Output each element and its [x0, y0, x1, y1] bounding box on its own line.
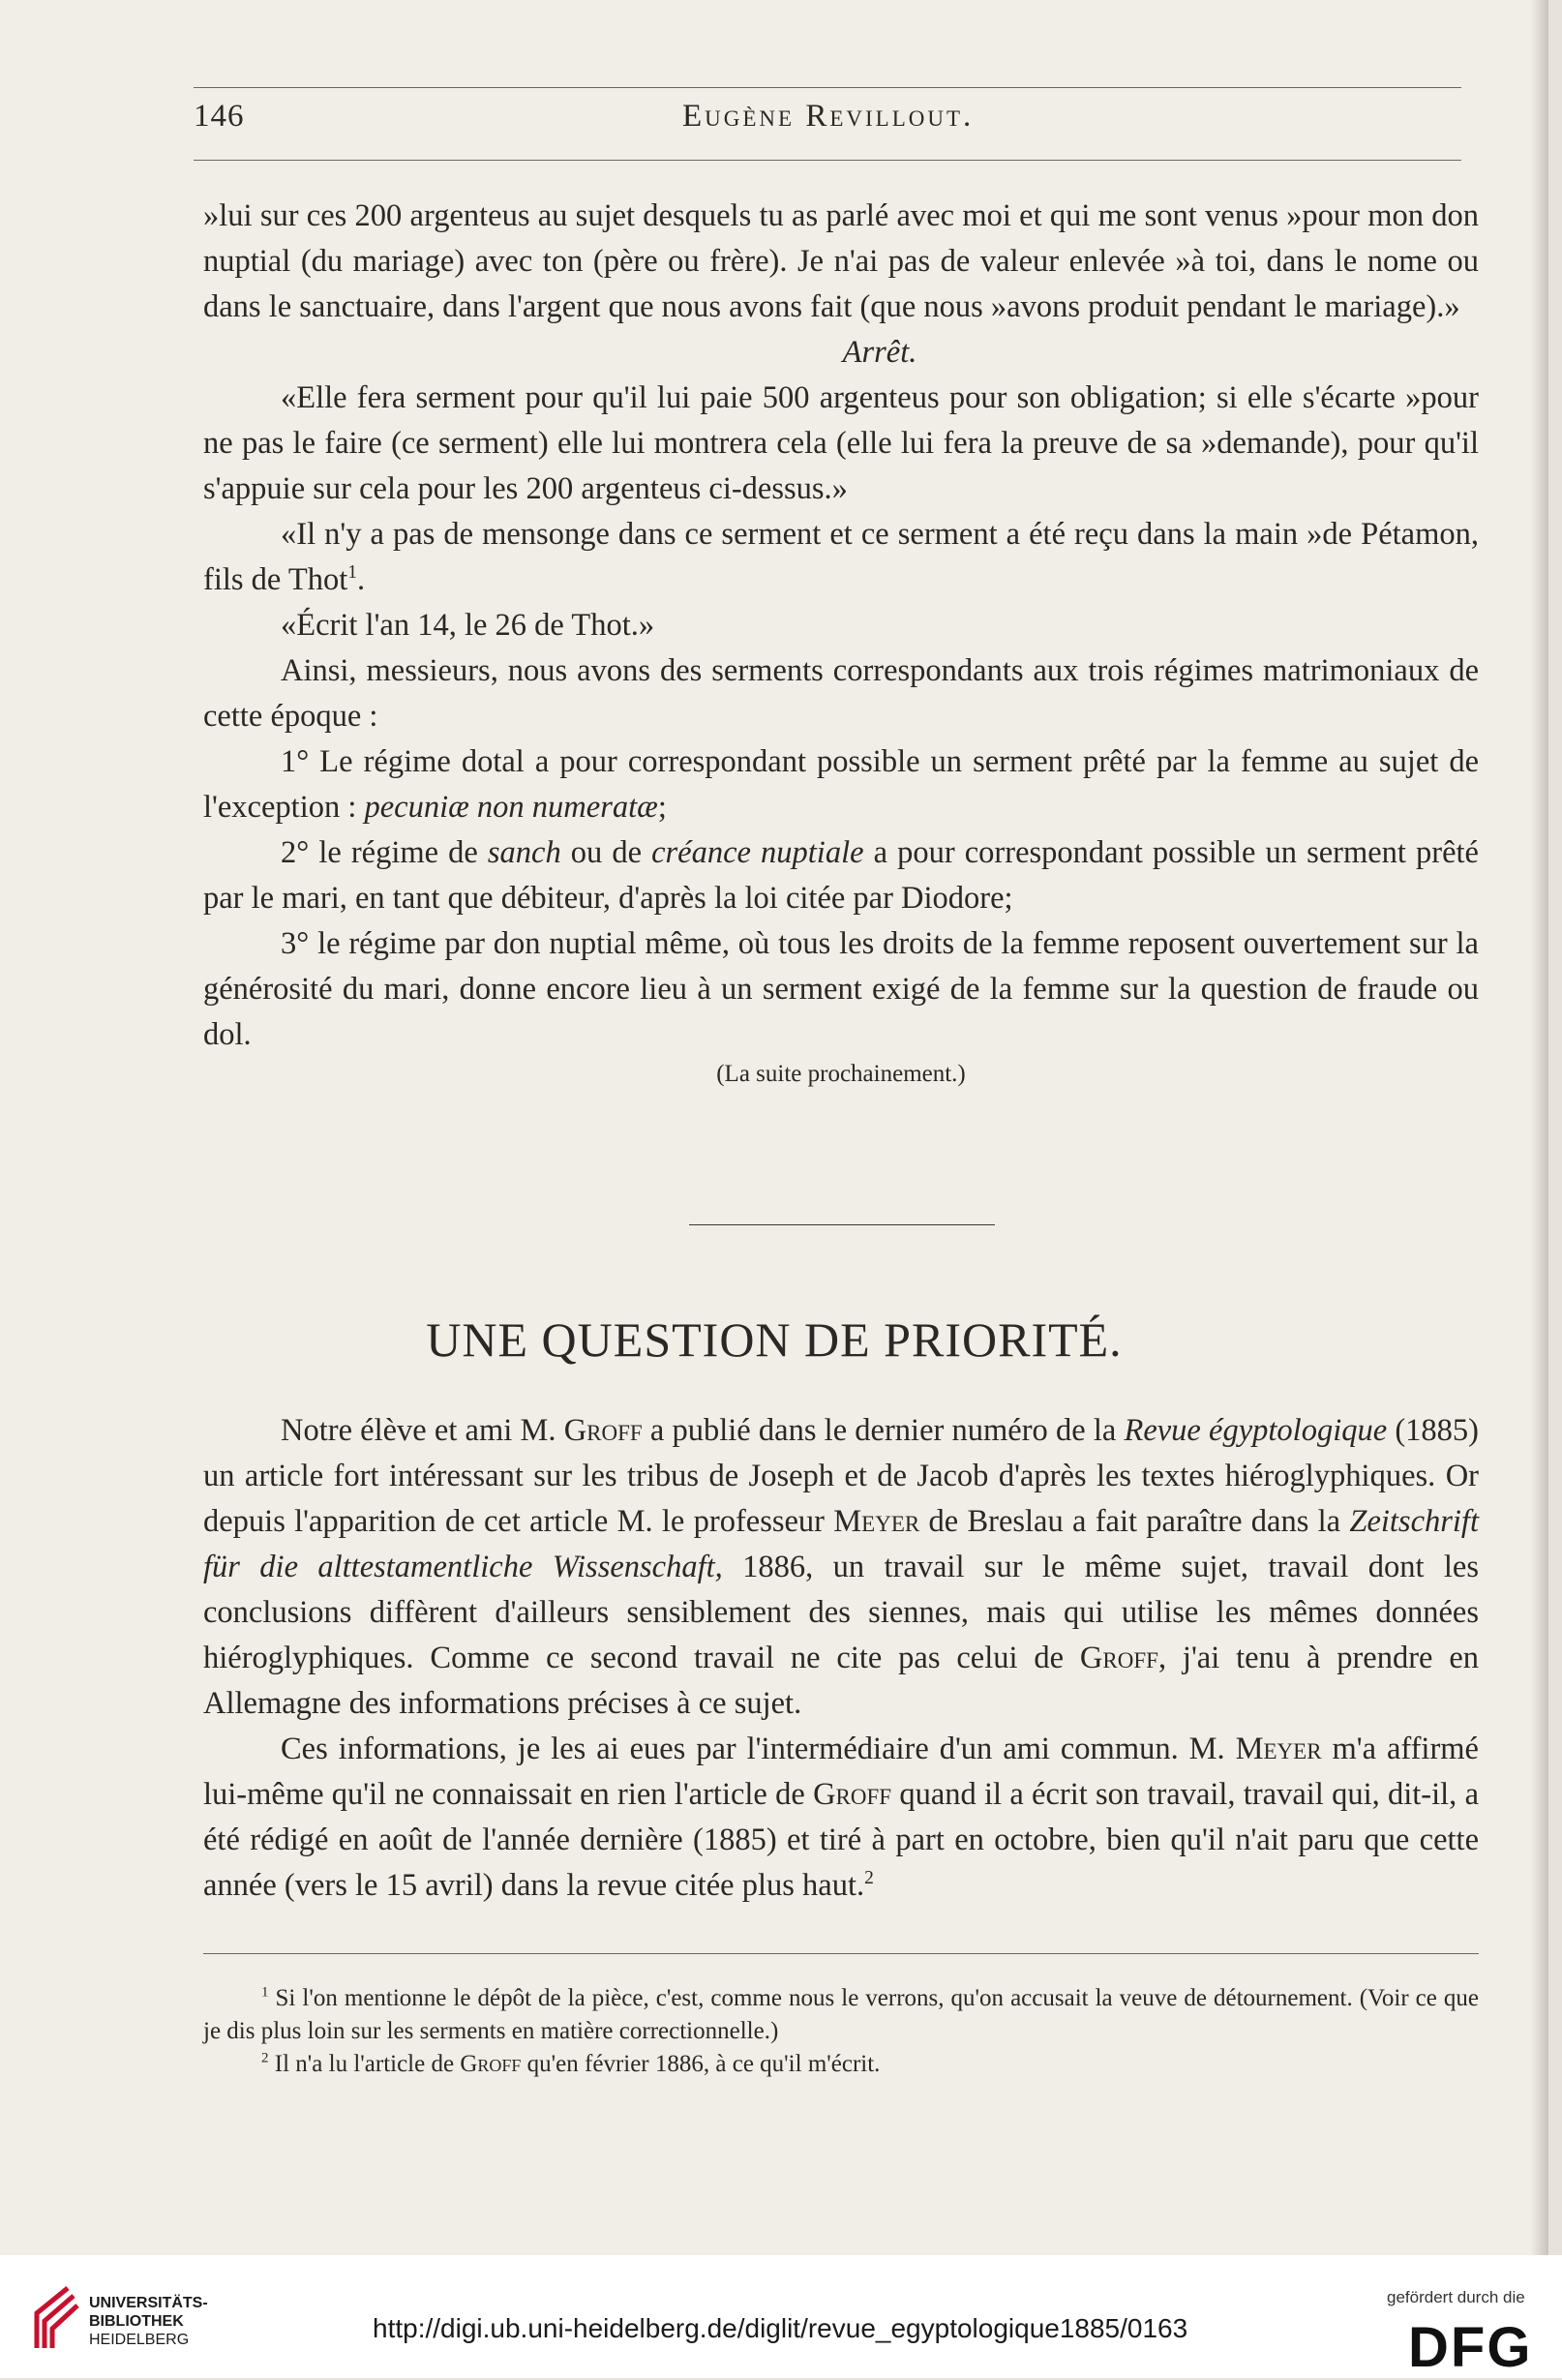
paragraph-serment: «Elle fera serment pour qu'il lui paie 500 argenteus pour son obligation; si elle s'écarte »pour ne pas le faire (ce serment) elle lui montrera cela (elle lui fera la preuve de sa »demande), pour qu'il s'appuie sur cela pour les 200 argenteus ci-dessus.»: [203, 380, 1479, 506]
item-regime-dotal: 1° Le régime dotal a pour correspondant possible un serment prêté par la femme au sujet de l'exception : pecuniæ non numeratæ;: [203, 744, 1479, 825]
page-number: 146: [194, 99, 245, 134]
section-divider: [689, 1224, 995, 1225]
viewer-footer: [0, 2255, 1562, 2378]
footnote-ref-2[interactable]: 2: [864, 1868, 874, 1889]
funding-label: gefördert durch die: [1387, 2288, 1525, 2306]
paragraph-mensonge: «Il n'y a pas de mensonge dans ce serment et ce serment a été reçu dans la main »de Pétamon, fils de Thot$^1$.: [203, 517, 1479, 597]
article-title: UNE QUESTION DE PRIORITÉ.: [426, 1312, 1123, 1367]
footnote-ref-1[interactable]: 1: [347, 562, 357, 584]
permalink-url[interactable]: http://digi.ub.uni-heidelberg.de/diglit/revue_egyptologique1885/0163: [373, 2313, 1188, 2343]
footnote-rule: [203, 1953, 1479, 1954]
article-paragraph-1: Notre élève et ami M. Groff a publié dans le dernier numéro de la Revue égyptologique (1885) un article fort intéressant sur les tribus de Joseph et de Jacob d'après les textes hiéroglyphiques. Or depuis l'apparition de cet article M. le professeur Meyer de Breslau a fait paraître dans la Zeitschrift für die alttestamentliche Wissenschaft, 1886, un travail sur le même sujet, travail dont les conclusions diffèrent d'ailleurs sensiblement des siennes, mais qui utilise les mêmes données hiéroglyphiques. Comme ce second travail ne cite pas celui de Groff, j'ai tenu à prendre en Allemagne des informations précises à ce sujet.: [203, 1413, 1480, 1721]
continued-text: [203, 194, 1479, 1091]
page-edge-shadow: [1531, 0, 1548, 2255]
footnote-1: $^1$ Si l'on mentionne le dépôt de la pièce, c'est, comme nous le verrons, qu'on accusait la veuve de détournement. (Voir ce que je dis plus loin sur les serments en matière correctionnelle.): [203, 1984, 1479, 2044]
footnote-2: $^2$ Il n'a lu l'article de Groff qu'en février 1886, à ce qu'il m'écrit.: [261, 2050, 881, 2077]
library-logo-icon[interactable]: [29, 2284, 79, 2352]
item-regime-don-nuptial: 3° le régime par don nuptial même, où tous les droits de la femme reposent ouvertement sur la générosité du mari, donne encore lieu à un serment exigé de la femme sur la question de fraude ou dol.: [203, 926, 1479, 1052]
paragraph-ainsi: Ainsi, messieurs, nous avons des serments correspondants aux trois régimes matrimoniaux de cette époque :: [203, 653, 1479, 734]
continuation-note: (La suite prochainement.): [716, 1061, 966, 1087]
top-rule: [194, 87, 1461, 88]
footnotes: [203, 1982, 1479, 2081]
quote-continuation: »lui sur ces 200 argenteus au sujet desquels tu as parlé avec moi et qui me sont venus »pour mon don nuptial (du mariage) avec ton (père ou frère). Je n'ai pas de valeur enlevée »à toi, dans le nome ou dans le sanctuaire, dans l'argent que nous avons fait (que nous »avons produit pendant le mariage).»: [203, 198, 1479, 324]
dfg-logo[interactable]: DFG: [1408, 2316, 1533, 2379]
article-paragraph-2: Ces informations, je les ai eues par l'intermédiaire d'un ami commun. M. Meyer m'a affirmé lui-même qu'il ne connaissait en rien l'article de Groff quand il a écrit son travail, travail qui, dit-il, a été rédigé en août de l'année dernière (1885) et tiré à part en octobre, bien qu'il n'ait paru que cette année (vers le 15 avril) dans la revue citée plus haut.$^2$: [203, 1732, 1479, 1903]
arret-heading: Arrêt.: [842, 335, 917, 370]
author-name: Eugène Revillout.: [682, 99, 975, 134]
library-name: UNIVERSITÄTS- BIBLIOTHEK HEIDELBERG: [89, 2295, 208, 2348]
item-regime-sanch: 2° le régime de sanch ou de créance nuptiale a pour correspondant possible un serment prêté par le mari, en tant que débiteur, d'après la loi citée par Diodore;: [203, 835, 1479, 916]
header-rule: [194, 160, 1461, 161]
paragraph-ecrit: «Écrit l'an 14, le 26 de Thot.»: [281, 608, 655, 643]
article-body: [203, 1408, 1479, 1909]
